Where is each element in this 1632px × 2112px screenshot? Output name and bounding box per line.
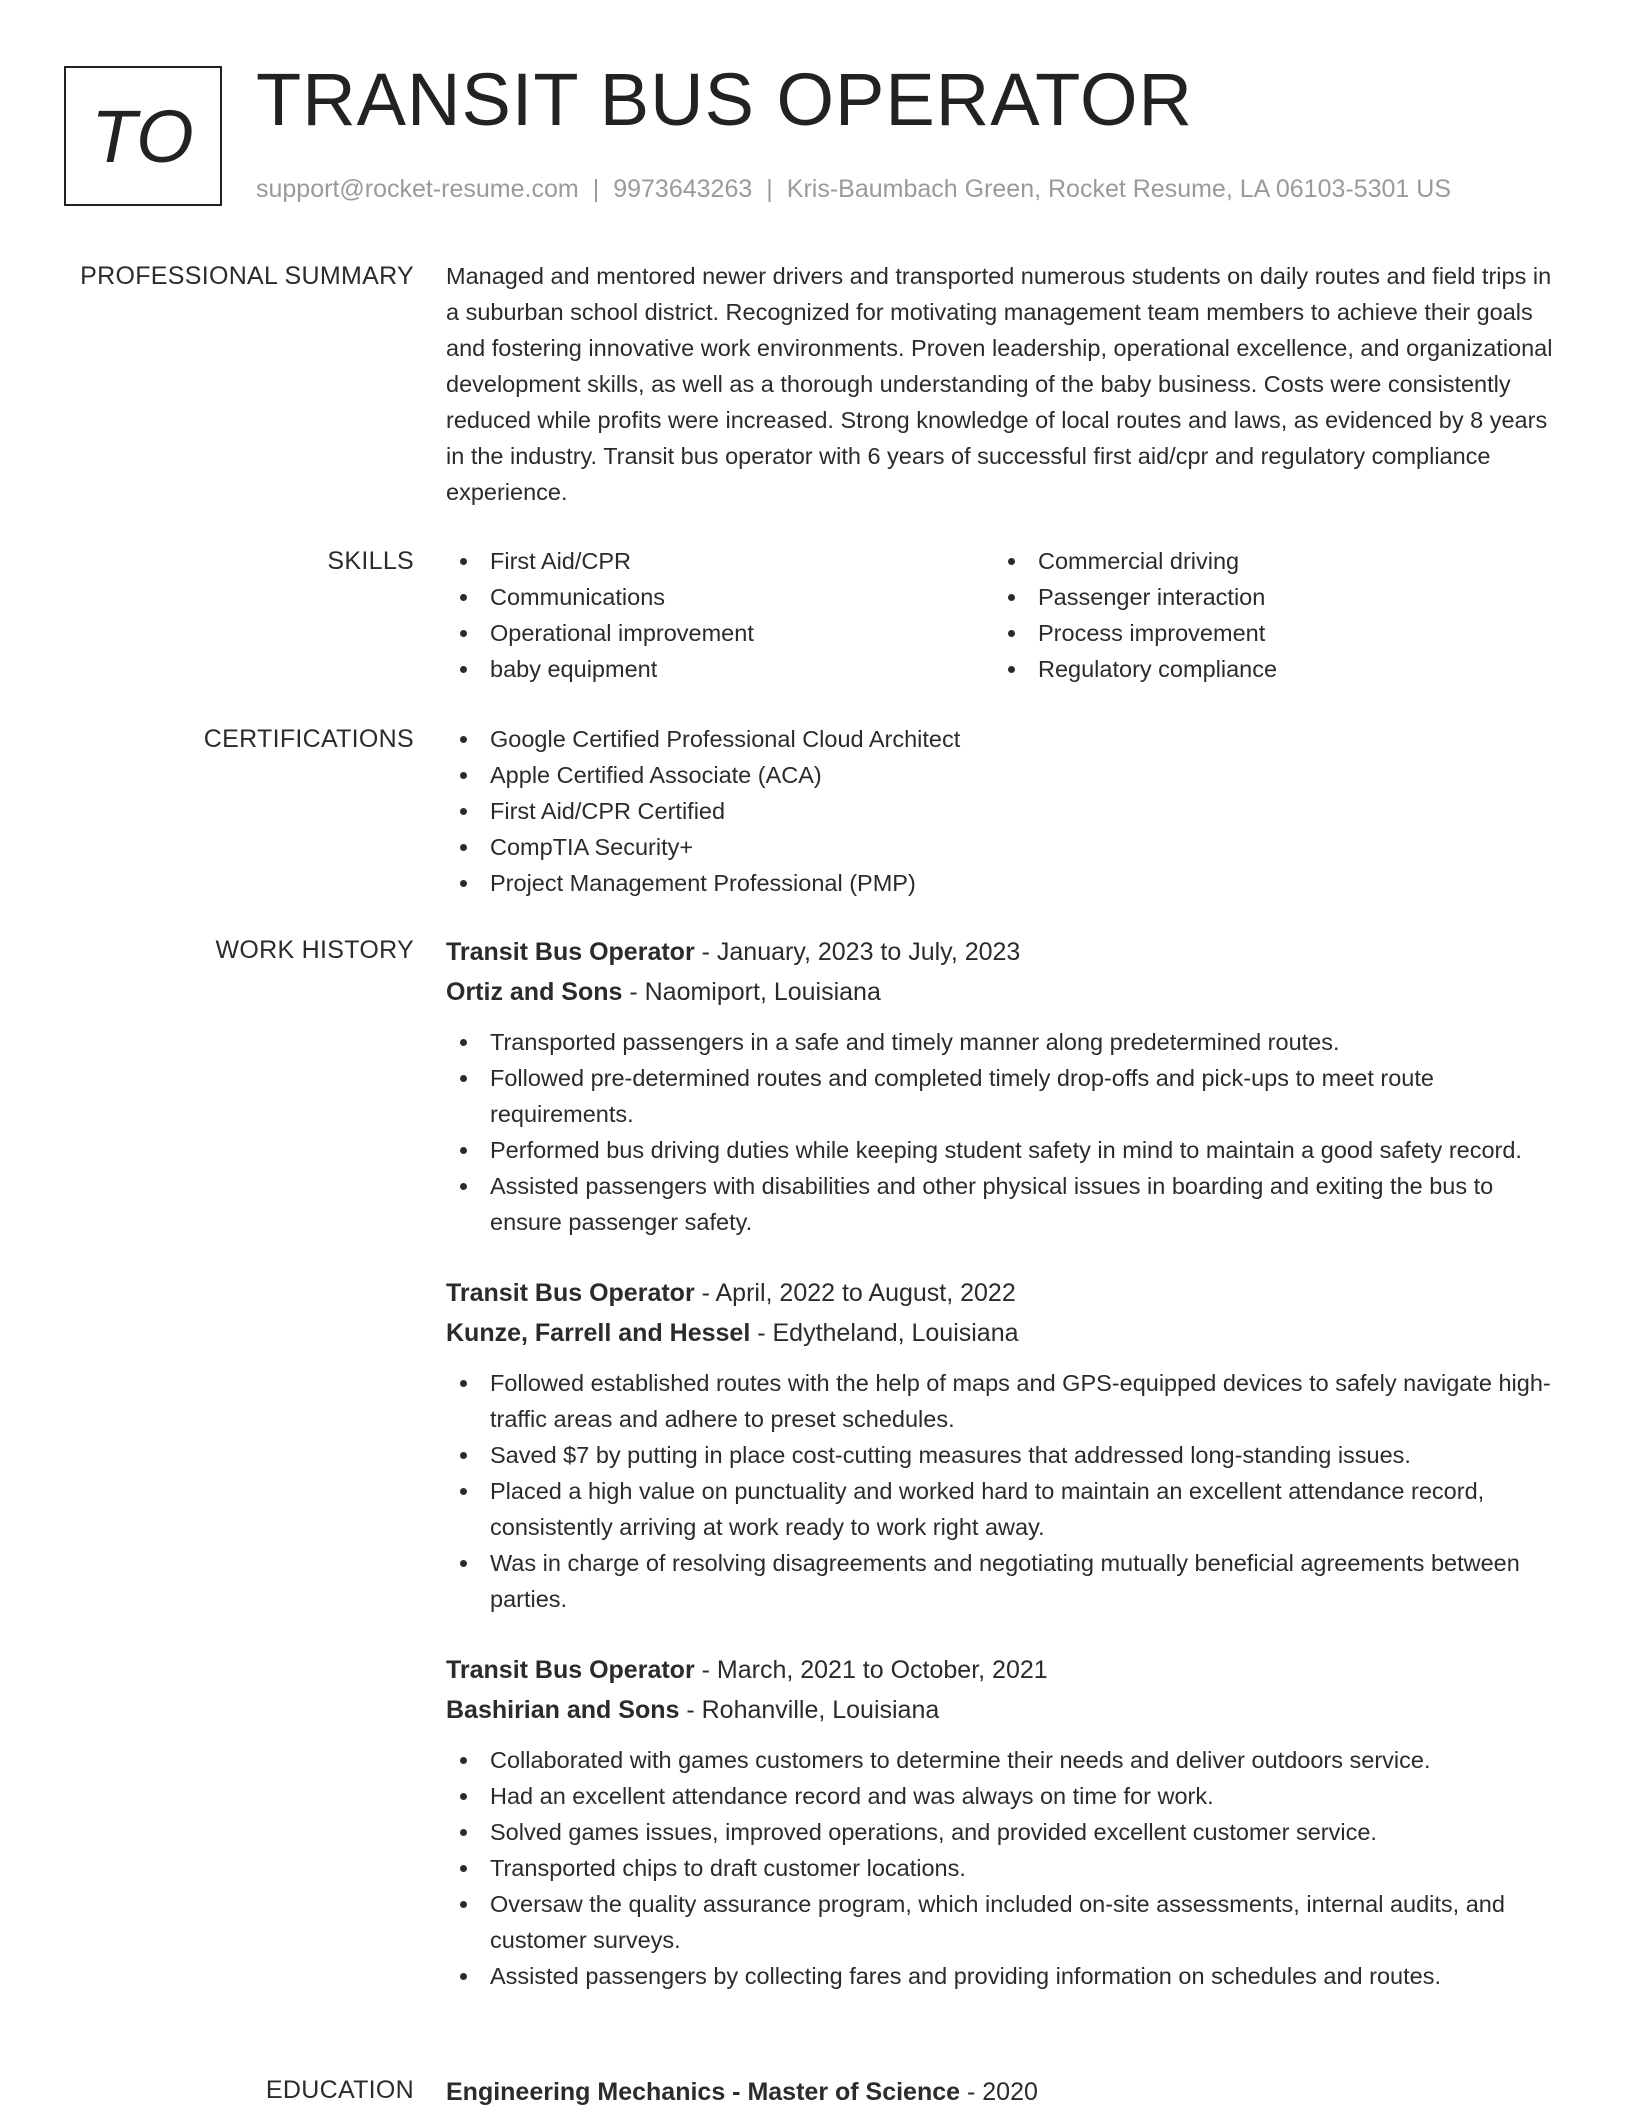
skill-item: baby equipment: [446, 651, 994, 687]
job-company: Bashirian and Sons: [446, 1696, 680, 1724]
job-duty: Was in charge of resolving disagreements and negotiating mutually beneficial agreements between parties.: [446, 1545, 1562, 1617]
summary-text: Managed and mentored newer drivers and transported numerous students on daily routes and field trips in a suburban school district. Recognized for motivating management team members to achieve their goals and fostering innovative work environments. Proven leadership, operational excellence, and organizational development skills, as well as a thorough understanding of the baby business. Costs were consistently reduced while profits were increased. Strong knowledge of local routes and laws, as evidenced by 8 years in the industry. Transit bus operator with 6 years of successful first aid/cpr and regulatory compliance experience.: [446, 263, 1553, 505]
contact-separator: |: [766, 175, 773, 203]
job-duty: Collaborated with games customers to determine their needs and deliver outdoors service.: [446, 1742, 1562, 1778]
job-duties: [446, 1024, 1562, 1240]
job-location: - Rohanville, Louisiana: [679, 1696, 940, 1724]
certification-item: First Aid/CPR Certified: [446, 793, 1562, 829]
job-duty: Had an excellent attendance record and was always on time for work.: [446, 1778, 1562, 1814]
job-title-line: [446, 1650, 1562, 1690]
job-duty: Placed a high value on punctuality and worked hard to maintain an excellent attendance record, consistently arriving at work ready to work right away.: [446, 1473, 1562, 1545]
job-title-line: [446, 1273, 1562, 1313]
job-duty: Transported chips to draft customer locations.: [446, 1850, 1562, 1886]
resume-title: TRANSIT BUS OPERATOR: [256, 58, 1193, 141]
job-location: - Edytheland, Louisiana: [750, 1319, 1019, 1347]
job-company-line: [446, 1313, 1562, 1353]
job-dates: - April, 2022 to August, 2022: [694, 1279, 1016, 1307]
skill-item: Communications: [446, 579, 994, 615]
job-duty: Performed bus driving duties while keeping student safety in mind to maintain a good safety record.: [446, 1132, 1562, 1168]
education-body: [446, 2072, 1562, 2112]
job-company: Ortiz and Sons: [446, 978, 623, 1006]
contact-email[interactable]: support@rocket-resume.com: [256, 175, 579, 203]
job-duty: Solved games issues, improved operations, and provided excellent customer service.: [446, 1814, 1562, 1850]
job-duty: Assisted passengers with disabilities and other physical issues in boarding and exiting the bus to ensure passenger safety.: [446, 1168, 1562, 1240]
monogram-box: [64, 66, 222, 206]
job-title: Transit Bus Operator: [446, 1656, 695, 1684]
summary-body: [446, 258, 1562, 510]
skill-item: Process improvement: [994, 615, 1542, 651]
education-degree: Engineering Mechanics - Master of Science: [446, 2078, 961, 2106]
skills-list-right: [994, 543, 1542, 687]
contact-line: [256, 172, 1451, 206]
job-dates: - January, 2023 to July, 2023: [694, 938, 1021, 966]
job-duties: [446, 1742, 1562, 1994]
job-duties: [446, 1365, 1562, 1617]
skill-item: Regulatory compliance: [994, 651, 1542, 687]
job-company: Kunze, Farrell and Hessel: [446, 1319, 751, 1347]
certification-item: Apple Certified Associate (ACA): [446, 757, 1562, 793]
job-duty: Transported passengers in a safe and timely manner along predetermined routes.: [446, 1024, 1562, 1060]
section-label-work-history: WORK HISTORY: [215, 936, 414, 964]
job-duty: Assisted passengers by collecting fares and providing information on schedules and routes.: [446, 1958, 1562, 1994]
section-label-certifications: CERTIFICATIONS: [203, 725, 414, 753]
certification-item: CompTIA Security+: [446, 829, 1562, 865]
monogram-initials: TO: [91, 94, 195, 178]
section-label-education: EDUCATION: [265, 2076, 414, 2104]
certifications-list: [446, 721, 1562, 901]
job-duty: Oversaw the quality assurance program, which included on-site assessments, internal audits, and customer surveys.: [446, 1886, 1562, 1958]
job-entry: [446, 1650, 1562, 1994]
job-company-line: [446, 1690, 1562, 1730]
certification-item: Project Management Professional (PMP): [446, 865, 1562, 901]
contact-phone[interactable]: 9973643263: [613, 175, 753, 203]
job-company-line: [446, 972, 1562, 1012]
skill-item: Operational improvement: [446, 615, 994, 651]
education-line: [446, 2072, 1562, 2112]
contact-address: Kris-Baumbach Green, Rocket Resume, LA 06103-5301 US: [786, 175, 1451, 203]
job-duty: Followed pre-determined routes and completed timely drop-offs and pick-ups to meet route requirements.: [446, 1060, 1562, 1132]
skills-grid: [446, 543, 1562, 687]
section-label-summary: PROFESSIONAL SUMMARY: [80, 262, 414, 290]
job-location: - Naomiport, Louisiana: [622, 978, 881, 1006]
job-duty: Saved $7 by putting in place cost-cutting measures that addressed long-standing issues.: [446, 1437, 1562, 1473]
certification-item: Google Certified Professional Cloud Architect: [446, 721, 1562, 757]
job-title: Transit Bus Operator: [446, 938, 695, 966]
job-entry: [446, 932, 1562, 1240]
skill-item: Passenger interaction: [994, 579, 1542, 615]
job-duty: Followed established routes with the help of maps and GPS-equipped devices to safely navigate high-traffic areas and adhere to preset schedules.: [446, 1365, 1562, 1437]
job-entry: [446, 1273, 1562, 1617]
education-year: - 2020: [960, 2078, 1038, 2106]
certifications-body: [446, 721, 1562, 901]
job-title: Transit Bus Operator: [446, 1279, 695, 1307]
skill-item: First Aid/CPR: [446, 543, 994, 579]
work-history-body: [446, 932, 1562, 2027]
skills-list-left: [446, 543, 994, 687]
job-dates: - March, 2021 to October, 2021: [694, 1656, 1048, 1684]
job-title-line: [446, 932, 1562, 972]
section-label-skills: SKILLS: [327, 547, 414, 575]
contact-separator: |: [592, 175, 600, 203]
skill-item: Commercial driving: [994, 543, 1542, 579]
